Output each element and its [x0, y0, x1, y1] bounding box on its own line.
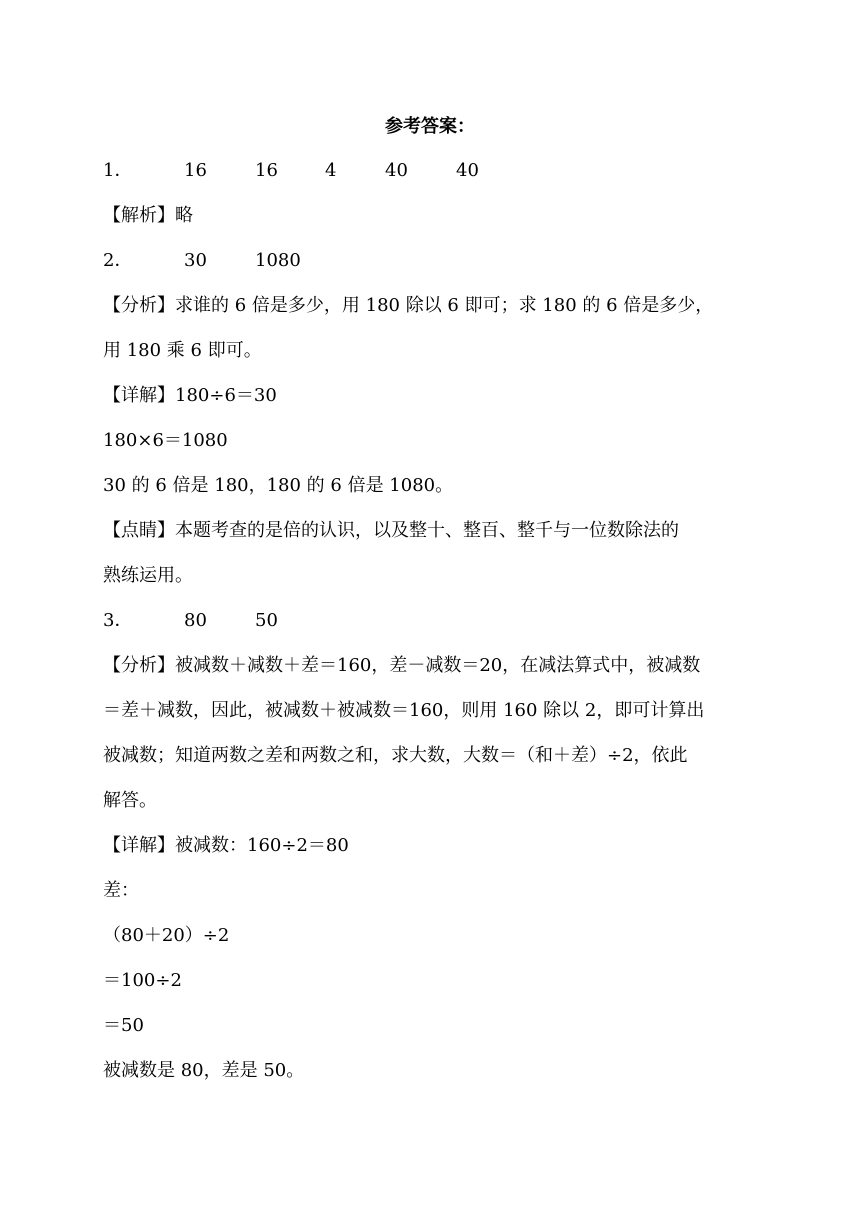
q3-xiangjie-line-4: ＝100÷2	[103, 970, 182, 991]
q3-answer-2: 50	[255, 610, 278, 631]
q3-xiangjie-line-2: 差：	[103, 880, 139, 901]
q3-number: 3．	[103, 610, 133, 631]
q2-answer-1: 30	[184, 250, 207, 271]
q1-answer-3: 4	[325, 160, 337, 181]
q1-answer-2: 16	[255, 160, 278, 181]
q3-fenxi-line-3: 被减数；知道两数之差和两数之和，求大数，大数＝（和＋差）÷2，依此	[103, 745, 688, 766]
q3-xiangjie-line-1: 【详解】被减数：160÷2＝80	[103, 835, 349, 856]
q1-number: 1．	[103, 160, 133, 181]
q2-xiangjie-line-3: 30 的 6 倍是 180，180 的 6 倍是 1080。	[103, 475, 454, 496]
page-title: 参考答案：	[385, 116, 475, 137]
q2-answer-2: 1080	[255, 250, 301, 271]
q1-answer-1: 16	[184, 160, 207, 181]
q2-xiangjie-line-2: 180×6＝1080	[103, 430, 228, 451]
q3-fenxi-line-2: ＝差＋减数，因此，被减数＋被减数＝160，则用 160 除以 2，即可计算出	[103, 700, 705, 721]
q3-answer-1: 80	[184, 610, 207, 631]
q2-number: 2．	[103, 250, 133, 271]
q3-fenxi-line-1: 【分析】被减数＋减数＋差＝160，差－减数＝20，在减法算式中，被减数	[103, 655, 701, 676]
q3-fenxi-line-4: 解答。	[103, 790, 157, 811]
q2-dianjing-line-1: 【点睛】本题考查的是倍的认识，以及整十、整百、整千与一位数除法的	[103, 520, 679, 541]
q1-answer-4: 40	[385, 160, 408, 181]
q1-answer-5: 40	[456, 160, 479, 181]
q2-fenxi-line-2: 用 180 乘 6 即可。	[103, 340, 262, 361]
q2-xiangjie-line-1: 【详解】180÷6＝30	[103, 385, 277, 406]
q3-xiangjie-line-6: 被减数是 80，差是 50。	[103, 1060, 305, 1081]
q3-xiangjie-line-3: （80＋20）÷2	[103, 925, 230, 946]
q2-dianjing-line-2: 熟练运用。	[103, 565, 193, 586]
q1-jiexi: 【解析】略	[103, 205, 193, 226]
q2-fenxi-line-1: 【分析】求谁的 6 倍是多少，用 180 除以 6 即可；求 180 的 6 倍是多少，	[103, 295, 714, 316]
q3-xiangjie-line-5: ＝50	[103, 1015, 144, 1036]
